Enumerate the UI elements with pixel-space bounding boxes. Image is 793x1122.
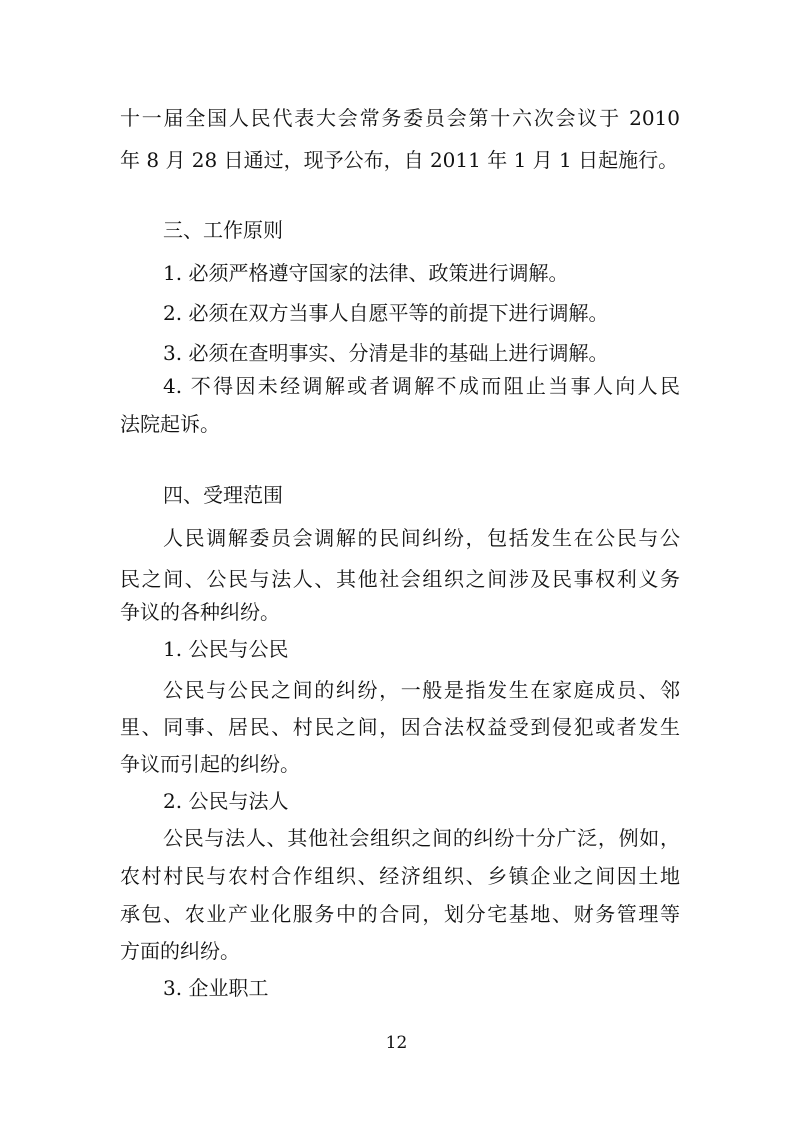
intro-line-2: 年 8 月 28 日通过，现予公布，自 2011 年 1 月 1 日起施行。	[120, 148, 679, 172]
section-three-item-4: 4. 不得因未经调解或者调解不成而阻止当事人向人民	[163, 374, 680, 398]
section-three-item-4-continuation: 法院起诉。	[120, 412, 220, 436]
subsection-2-line-4: 方面的纠纷。	[120, 939, 240, 963]
subsection-2-line-3: 承包、农业产业化服务中的合同，划分宅基地、财务管理等	[120, 902, 680, 926]
section-four-intro-line-2: 民之间、公民与法人、其他社会组织之间涉及民事权利义务	[120, 567, 680, 591]
section-three-heading: 三、工作原则	[163, 218, 283, 242]
subsection-2-line-2: 农村村民与农村合作组织、经济组织、乡镇企业之间因土地	[120, 864, 680, 888]
subsection-1-line-2: 里、同事、居民、村民之间，因合法权益受到侵犯或者发生	[120, 715, 680, 739]
subsection-2-line-1: 公民与法人、其他社会组织之间的纠纷十分广泛，例如，	[163, 826, 680, 850]
section-four-heading: 四、受理范围	[163, 483, 283, 507]
section-four-intro-line-1: 人民调解委员会调解的民间纠纷，包括发生在公民与公	[163, 526, 680, 550]
intro-line-1: 十一届全国人民代表大会常务委员会第十六次会议于 2010	[120, 106, 680, 130]
page-number: 12	[385, 1033, 408, 1053]
section-four-intro-line-3: 争议的各种纠纷。	[120, 600, 280, 624]
section-three-item-1: 1. 必须严格遵守国家的法律、政策进行调解。	[163, 261, 569, 285]
subsection-3-title: 3. 企业职工	[163, 976, 269, 1000]
subsection-1-line-3: 争议而引起的纠纷。	[120, 752, 300, 776]
section-three-item-2: 2. 必须在双方当事人自愿平等的前提下进行调解。	[163, 301, 609, 325]
subsection-2-title: 2. 公民与法人	[163, 789, 289, 813]
section-three-item-3: 3. 必须在查明事实、分清是非的基础上进行调解。	[163, 341, 609, 365]
subsection-1-title: 1. 公民与公民	[163, 637, 289, 661]
subsection-1-line-1: 公民与公民之间的纠纷，一般是指发生在家庭成员、邻	[163, 678, 680, 702]
